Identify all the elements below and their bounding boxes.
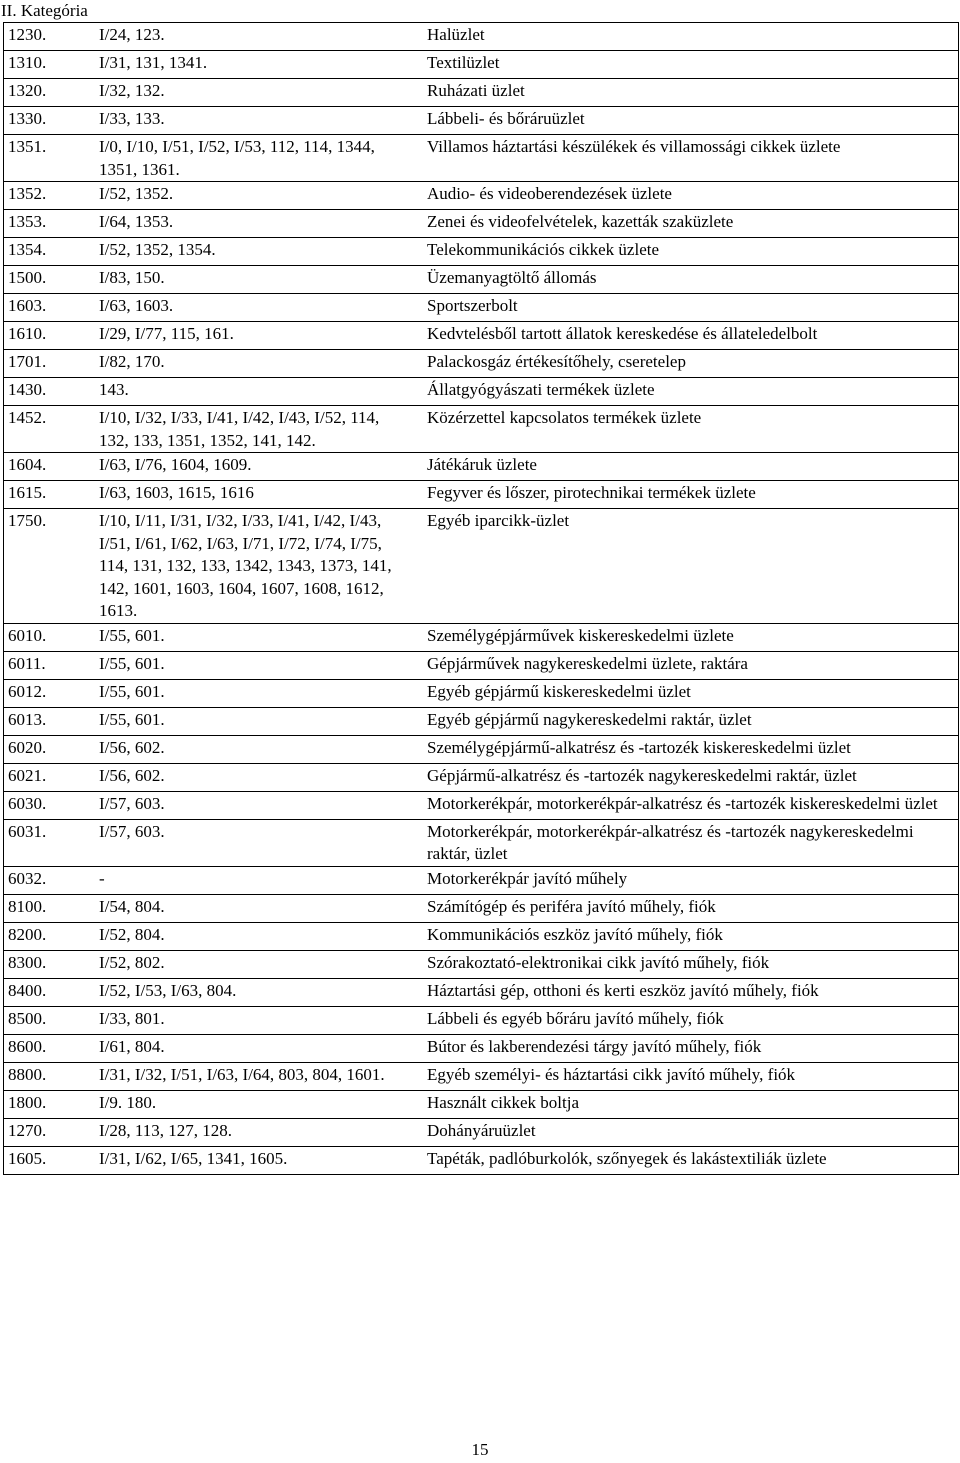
table-row [4,763,959,791]
row-code: 8800. [4,1062,92,1090]
row-references: I/61, 804. [91,1034,403,1062]
row-code: 6013. [4,707,92,735]
row-references: I/56, 602. [91,735,403,763]
row-description: Személygépjármű-alkatrész és -tartozék kiskereskedelmi üzlet [403,735,959,763]
row-references: I/32, 132. [91,79,403,107]
table-row [4,135,959,182]
row-description: Egyéb iparcikk-üzlet [403,509,959,624]
row-references: I/56, 602. [91,763,403,791]
table-row [4,51,959,79]
table-row [4,453,959,481]
row-code: 1310. [4,51,92,79]
row-code: 1500. [4,266,92,294]
row-references: I/82, 170. [91,350,403,378]
row-code: 1452. [4,406,92,453]
table-row [4,978,959,1006]
row-references: I/55, 601. [91,651,403,679]
row-description: Textilüzlet [403,51,959,79]
row-references: I/52, I/53, I/63, 804. [91,978,403,1006]
row-description: Gépjárművek nagykereskedelmi üzlete, raktára [403,651,959,679]
category-table [3,22,959,1175]
row-references: 143. [91,378,403,406]
page-number: 15 [471,1440,489,1459]
table-row [4,294,959,322]
row-code: 1430. [4,378,92,406]
table-row [4,1034,959,1062]
row-description: Motorkerékpár, motorkerékpár-alkatrész és -tartozék kiskereskedelmi üzlet [403,791,959,819]
row-description: Motorkerékpár javító műhely [403,866,959,894]
row-code: 8600. [4,1034,92,1062]
row-description: Üzemanyagtöltő állomás [403,266,959,294]
row-code: 1615. [4,481,92,509]
row-references: I/63, 1603, 1615, 1616 [91,481,403,509]
table-row [4,735,959,763]
row-references: I/31, I/62, I/65, 1341, 1605. [91,1146,403,1174]
row-description: Ruházati üzlet [403,79,959,107]
table-row [4,378,959,406]
table-row [4,182,959,210]
row-description: Gépjármű-alkatrész és -tartozék nagykereskedelmi raktár, üzlet [403,763,959,791]
row-description: Lábbeli és egyéb bőráru javító műhely, fiók [403,1006,959,1034]
row-references: I/55, 601. [91,623,403,651]
table-row [4,481,959,509]
row-references: I/28, 113, 127, 128. [91,1118,403,1146]
row-references: I/9. 180. [91,1090,403,1118]
table-row [4,406,959,453]
row-code: 1603. [4,294,92,322]
row-code: 6010. [4,623,92,651]
row-references: I/10, I/11, I/31, I/32, I/33, I/41, I/42, I/43, I/51, I/61, I/62, I/63, I/71, I/72, I/74, I/75, 114, 131, 132, 133, 1342, 1343, 1373, 141, 142, 1601, 1603, 1604, 1607, 1608, 1612, 1613. [91,509,403,624]
row-code: 1230. [4,23,92,51]
table-row [4,107,959,135]
table-row [4,79,959,107]
category-table-body [4,23,959,1175]
row-code: 1270. [4,1118,92,1146]
row-code: 1353. [4,210,92,238]
row-description: Zenei és videofelvételek, kazetták szaküzlete [403,210,959,238]
row-description: Játékáruk üzlete [403,453,959,481]
row-description: Sportszerbolt [403,294,959,322]
row-references: I/24, 123. [91,23,403,51]
row-description: Személygépjárművek kiskereskedelmi üzlete [403,623,959,651]
table-row [4,894,959,922]
row-code: 6031. [4,819,92,866]
table-row [4,623,959,651]
row-references: - [91,866,403,894]
row-description: Állatgyógyászati termékek üzlete [403,378,959,406]
row-code: 6020. [4,735,92,763]
row-code: 8400. [4,978,92,1006]
row-references: I/83, 150. [91,266,403,294]
row-code: 6032. [4,866,92,894]
row-code: 6012. [4,679,92,707]
row-description: Lábbeli- és bőráruüzlet [403,107,959,135]
row-description: Bútor és lakberendezési tárgy javító műhely, fiók [403,1034,959,1062]
row-description: Egyéb gépjármű kiskereskedelmi üzlet [403,679,959,707]
table-row [4,679,959,707]
row-references: I/33, 801. [91,1006,403,1034]
row-references: I/31, 131, 1341. [91,51,403,79]
row-code: 1610. [4,322,92,350]
row-description: Tapéták, padlóburkolók, szőnyegek és lakástextiliák üzlete [403,1146,959,1174]
row-references: I/52, 1352. [91,182,403,210]
row-description: Audio- és videoberendezések üzlete [403,182,959,210]
row-references: I/55, 601. [91,707,403,735]
row-description: Palackosgáz értékesítőhely, cseretelep [403,350,959,378]
table-row [4,1146,959,1174]
row-description: Halüzlet [403,23,959,51]
row-description: Telekommunikációs cikkek üzlete [403,238,959,266]
row-code: 6021. [4,763,92,791]
row-references: I/52, 802. [91,950,403,978]
table-row [4,950,959,978]
table-row [4,23,959,51]
table-row [4,509,959,624]
table-row [4,1006,959,1034]
table-row [4,1062,959,1090]
row-references: I/54, 804. [91,894,403,922]
row-description: Közérzettel kapcsolatos termékek üzlete [403,406,959,453]
row-description: Használt cikkek boltja [403,1090,959,1118]
row-references: I/63, I/76, 1604, 1609. [91,453,403,481]
row-references: I/0, I/10, I/51, I/52, I/53, 112, 114, 1344, 1351, 1361. [91,135,403,182]
row-code: 6011. [4,651,92,679]
table-row [4,1090,959,1118]
row-references: I/57, 603. [91,819,403,866]
row-code: 1351. [4,135,92,182]
row-references: I/52, 804. [91,922,403,950]
section-heading: II. Kategória [1,1,88,20]
row-description: Kommunikációs eszköz javító műhely, fiók [403,922,959,950]
row-description: Fegyver és lőszer, pirotechnikai termékek üzlete [403,481,959,509]
row-description: Kedvtelésből tartott állatok kereskedése és állateledelbolt [403,322,959,350]
row-references: I/52, 1352, 1354. [91,238,403,266]
row-code: 1604. [4,453,92,481]
table-row [4,266,959,294]
table-row [4,651,959,679]
row-code: 8200. [4,922,92,950]
table-row [4,866,959,894]
table-row [4,322,959,350]
table-row [4,238,959,266]
table-row [4,1118,959,1146]
row-code: 1701. [4,350,92,378]
row-description: Motorkerékpár, motorkerékpár-alkatrész és -tartozék nagykereskedelmi raktár, üzlet [403,819,959,866]
row-code: 8300. [4,950,92,978]
row-code: 1352. [4,182,92,210]
row-code: 8100. [4,894,92,922]
row-references: I/63, 1603. [91,294,403,322]
row-code: 1750. [4,509,92,624]
row-code: 1354. [4,238,92,266]
row-description: Dohányáruüzlet [403,1118,959,1146]
row-description: Számítógép és periféra javító műhely, fiók [403,894,959,922]
table-row [4,922,959,950]
row-references: I/33, 133. [91,107,403,135]
row-description: Villamos háztartási készülékek és villamossági cikkek üzlete [403,135,959,182]
row-code: 6030. [4,791,92,819]
row-references: I/10, I/32, I/33, I/41, I/42, I/43, I/52, 114, 132, 133, 1351, 1352, 141, 142. [91,406,403,453]
row-code: 1605. [4,1146,92,1174]
row-references: I/55, 601. [91,679,403,707]
row-description: Szórakoztató-elektronikai cikk javító műhely, fiók [403,950,959,978]
row-references: I/29, I/77, 115, 161. [91,322,403,350]
table-row [4,210,959,238]
table-row [4,819,959,866]
row-references: I/64, 1353. [91,210,403,238]
row-description: Egyéb gépjármű nagykereskedelmi raktár, üzlet [403,707,959,735]
row-code: 1330. [4,107,92,135]
table-row [4,707,959,735]
row-code: 1320. [4,79,92,107]
row-references: I/31, I/32, I/51, I/63, I/64, 803, 804, 1601. [91,1062,403,1090]
table-row [4,791,959,819]
row-description: Egyéb személyi- és háztartási cikk javító műhely, fiók [403,1062,959,1090]
row-description: Háztartási gép, otthoni és kerti eszköz javító műhely, fiók [403,978,959,1006]
table-row [4,350,959,378]
row-references: I/57, 603. [91,791,403,819]
row-code: 8500. [4,1006,92,1034]
row-code: 1800. [4,1090,92,1118]
